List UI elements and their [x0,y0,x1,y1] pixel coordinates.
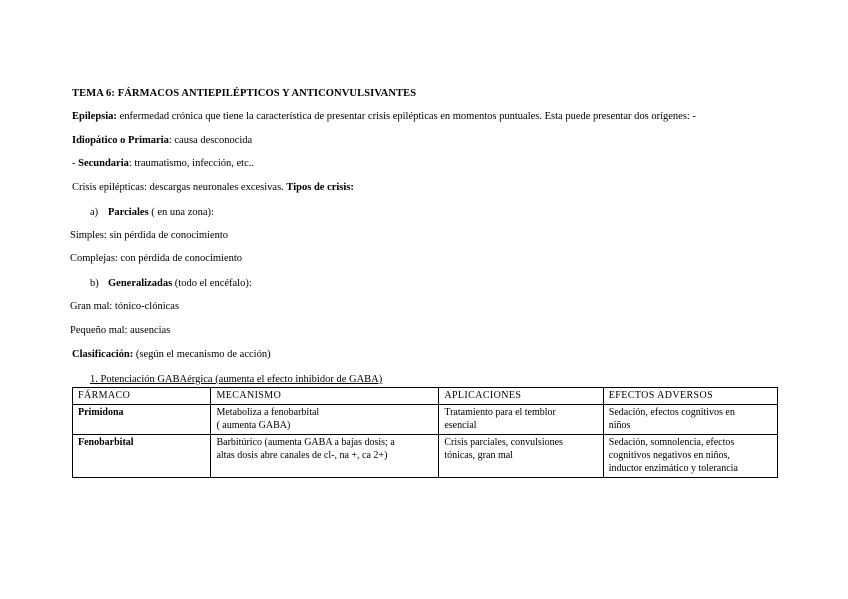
table-row [73,405,778,435]
parciales-term: Parciales [108,207,149,218]
table-row [73,435,778,478]
cell-line: niños [608,420,631,431]
secundaria-text: : traumatismo, infección, etc.. [128,158,254,169]
simples-line: Simples: sin pérdida de conocimiento [70,230,229,241]
cell-line: tónicas, gran mal [444,450,513,461]
cell-efectos [603,405,777,435]
parciales-item [90,206,214,219]
cell-line: Sedación, somnolencia, efectos [608,437,735,448]
secundaria-line [72,157,254,170]
crisis-term: Tipos de crisis: [286,182,354,193]
cell-farmaco: Primidona [73,405,211,435]
complejas-line: Complejas: con pérdida de conocimiento [70,253,243,264]
epilepsia-text: enfermedad crónica que tiene la característica de presentar crisis epilépticas en momentos puntuales. Esta puede presentar dos orígenes: - [116,111,696,122]
cell-mecanismo [211,405,439,435]
epilepsia-term: Epilepsia: [72,111,117,122]
cell-mecanismo [211,435,439,478]
page-title: TEMA 6: FÁRMACOS ANTIEPILÉPTICOS Y ANTICONVULSIVANTES [72,88,417,99]
pequeno-mal-line: Pequeño mal: ausencias [70,325,171,336]
section-heading-1: 1. Potenciación GABAérgica (aumenta el efecto inhibidor de GABA) [90,374,383,385]
header-mecanismo: MECANISMO [211,388,439,405]
crisis-text: Crisis epilépticas: descargas neuronales excesivas. [72,182,287,193]
drug-table [72,387,778,478]
generalizadas-term: Generalizadas [108,278,173,289]
cell-line: ( aumenta GABA) [216,420,291,431]
table-header-row [73,388,778,405]
cell-farmaco: Fenobarbital [73,435,211,478]
generalizadas-item [90,277,252,290]
header-efectos: EFECTOS ADVERSOS [603,388,777,405]
parciales-text: ( en una zona): [148,207,214,218]
cell-aplicaciones [439,405,603,435]
cell-line: esencial [444,420,477,431]
cell-line: cognitivos negativos en niños, [608,450,730,461]
idiopatico-term: Idiopático o Primaria [72,135,169,146]
epilepsia-definition [72,110,696,123]
cell-line: Metaboliza a fenobarbital [216,407,320,418]
crisis-line [72,181,354,194]
clasificacion-text: (según el mecanismo de acción) [133,349,271,360]
cell-line: altas dosis abre canales de cl-, na +, ca 2+) [216,450,388,461]
cell-line: Barbitúrico (aumenta GABA a bajas dosis; a [216,437,395,448]
gran-mal-line: Gran mal: tónico-clónicas [70,301,180,312]
cell-efectos [603,435,777,478]
secundaria-prefix: - [72,158,79,169]
clasificacion-line [72,348,271,361]
idiopatico-text: : causa desconocida [168,135,253,146]
header-aplicaciones: APLICACIONES [439,388,603,405]
clasificacion-term: Clasificación: [72,349,134,360]
cell-line: Crisis parciales, convulsiones [444,437,563,448]
generalizadas-text: (todo el encéfalo): [172,278,252,289]
cell-line: Sedación, efectos cognitivos en [608,407,735,418]
secundaria-term: Secundaria [78,158,129,169]
parciales-marker: a) [90,207,99,218]
cell-aplicaciones [439,435,603,478]
generalizadas-marker: b) [90,278,99,289]
idiopatico-line [72,134,252,147]
cell-line: inductor enzimático y tolerancia [608,463,738,474]
header-farmaco: FÁRMACO [73,388,211,405]
cell-line: Tratamiento para el temblor [444,407,556,418]
